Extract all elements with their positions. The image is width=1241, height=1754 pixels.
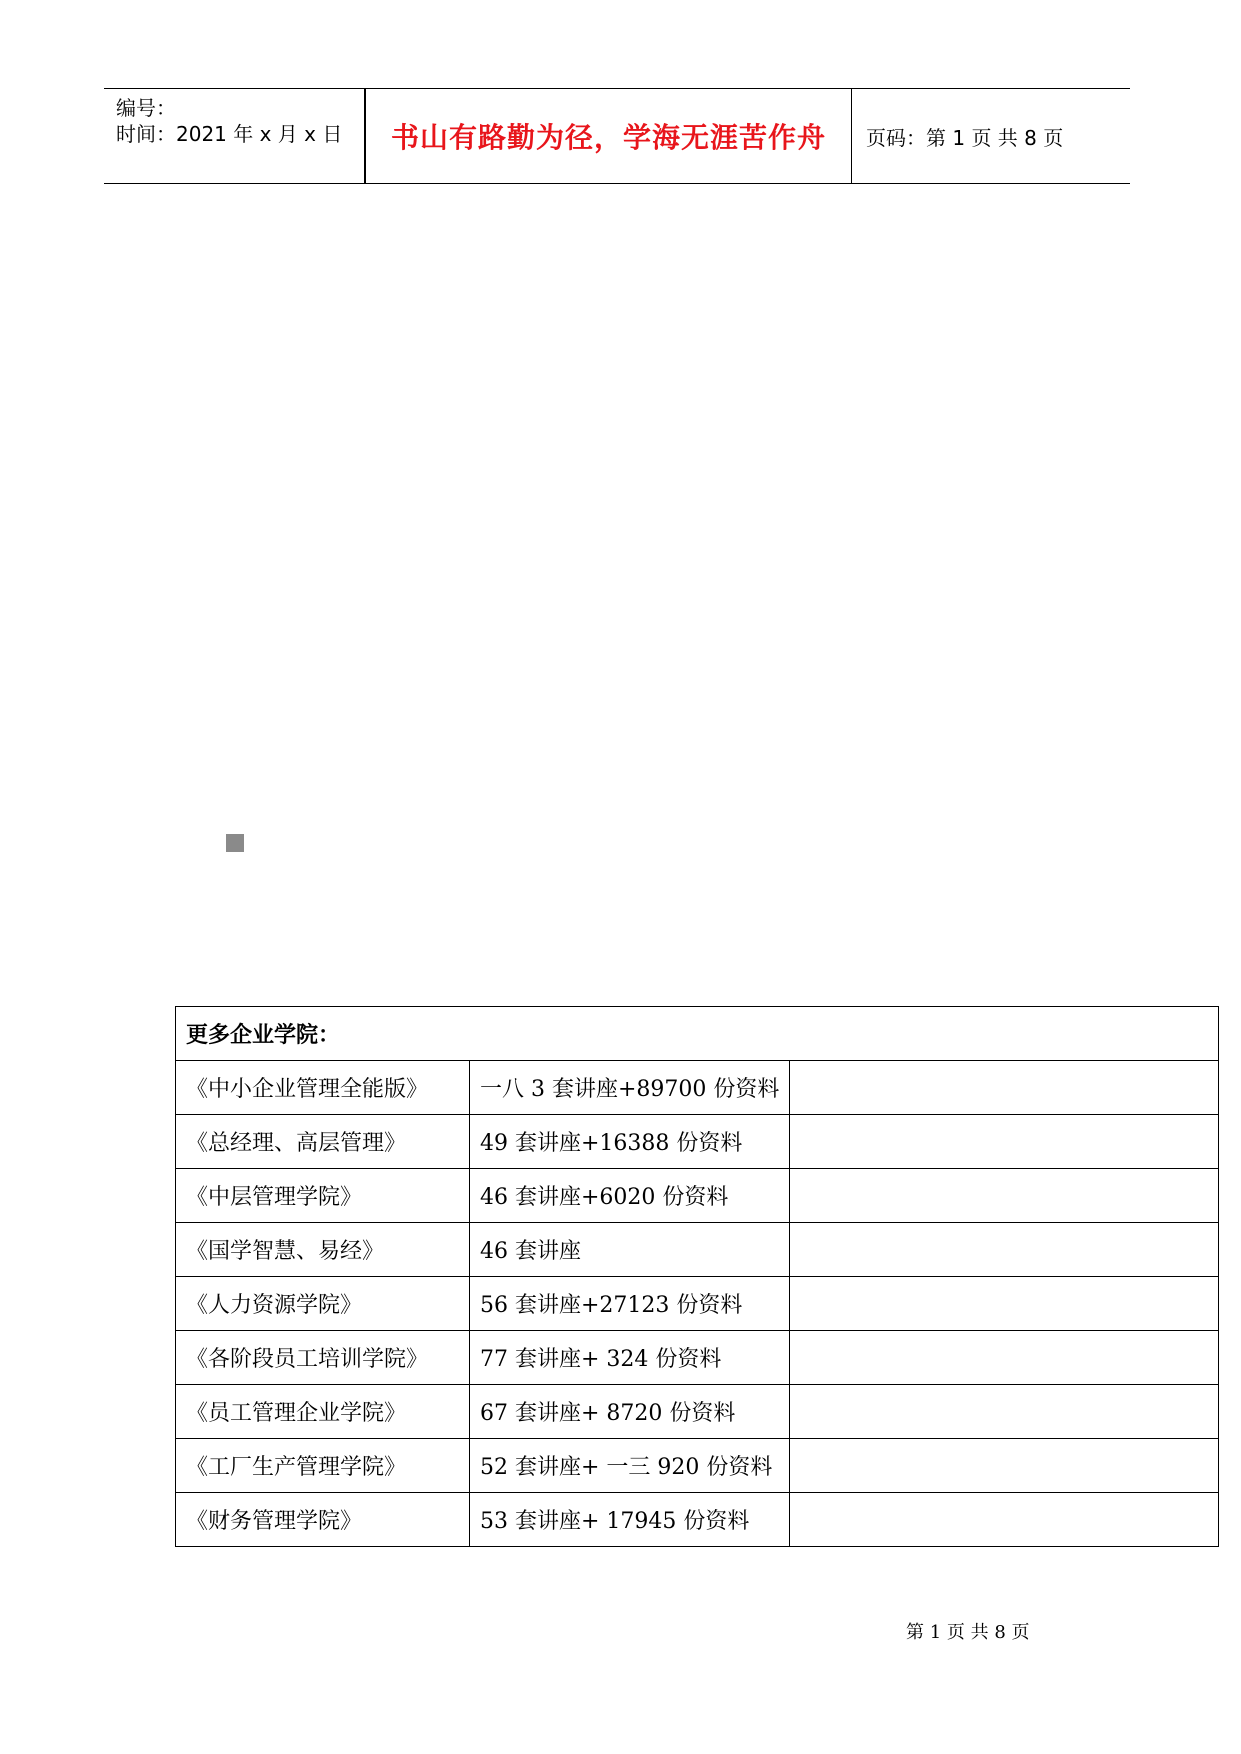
academy-name-cell: 《中小企业管理全能版》 [176,1061,470,1115]
table-row [176,1277,1219,1331]
academy-name-cell: 《总经理、高层管理》 [176,1115,470,1169]
academy-extra-cell [790,1331,1219,1385]
academy-name-cell: 《员工管理企业学院》 [176,1385,470,1439]
academy-name-cell: 《中层管理学院》 [176,1169,470,1223]
academy-content-cell: 46 套讲座 [470,1223,790,1277]
header-page-number: 页码：第 1 页 共 8 页 [866,125,1064,150]
table-row [176,1061,1219,1115]
table-heading: 更多企业学院： [176,1007,1219,1061]
academy-name-cell: 《工厂生产管理学院》 [176,1439,470,1493]
academy-name-cell: 《国学智慧、易经》 [176,1223,470,1277]
table-header-row [176,1007,1219,1061]
table-row [176,1169,1219,1223]
header-page-cell [852,89,1130,183]
table-row [176,1493,1219,1547]
academy-extra-cell [790,1439,1219,1493]
academy-content-cell: 53 套讲座+ 17945 份资料 [470,1493,790,1547]
page-footer: 第 1 页 共 8 页 [906,1622,1030,1643]
document-number-label: 编号： [116,96,176,120]
academy-extra-cell [790,1277,1219,1331]
table-row [176,1223,1219,1277]
academy-content-cell: 56 套讲座+27123 份资料 [470,1277,790,1331]
table-row [176,1439,1219,1493]
academy-name-cell: 《人力资源学院》 [176,1277,470,1331]
motto-text: 书山有路勤为径，学海无涯苦作舟 [390,121,826,154]
academy-extra-cell [790,1493,1219,1547]
academy-content-cell: 52 套讲座+ 一三 920 份资料 [470,1439,790,1493]
table-row [176,1385,1219,1439]
header-motto-cell [366,89,852,183]
academy-extra-cell [790,1385,1219,1439]
header-info-cell [104,89,366,183]
table-row [176,1115,1219,1169]
academy-content-cell: 一八 3 套讲座+89700 份资料 [470,1061,790,1115]
document-date: 时间：2021 年 x 月 x 日 [116,122,343,146]
academy-extra-cell [790,1169,1219,1223]
document-header [104,88,1130,184]
bullet-square-icon [226,834,244,852]
academy-content-cell: 46 套讲座+6020 份资料 [470,1169,790,1223]
academy-content-cell: 49 套讲座+16388 份资料 [470,1115,790,1169]
academy-extra-cell [790,1115,1219,1169]
academy-extra-cell [790,1223,1219,1277]
academy-table [175,1006,1219,1547]
academy-content-cell: 77 套讲座+ 324 份资料 [470,1331,790,1385]
academy-name-cell: 《各阶段员工培训学院》 [176,1331,470,1385]
academy-extra-cell [790,1061,1219,1115]
academy-content-cell: 67 套讲座+ 8720 份资料 [470,1385,790,1439]
table-row [176,1331,1219,1385]
academy-name-cell: 《财务管理学院》 [176,1493,470,1547]
